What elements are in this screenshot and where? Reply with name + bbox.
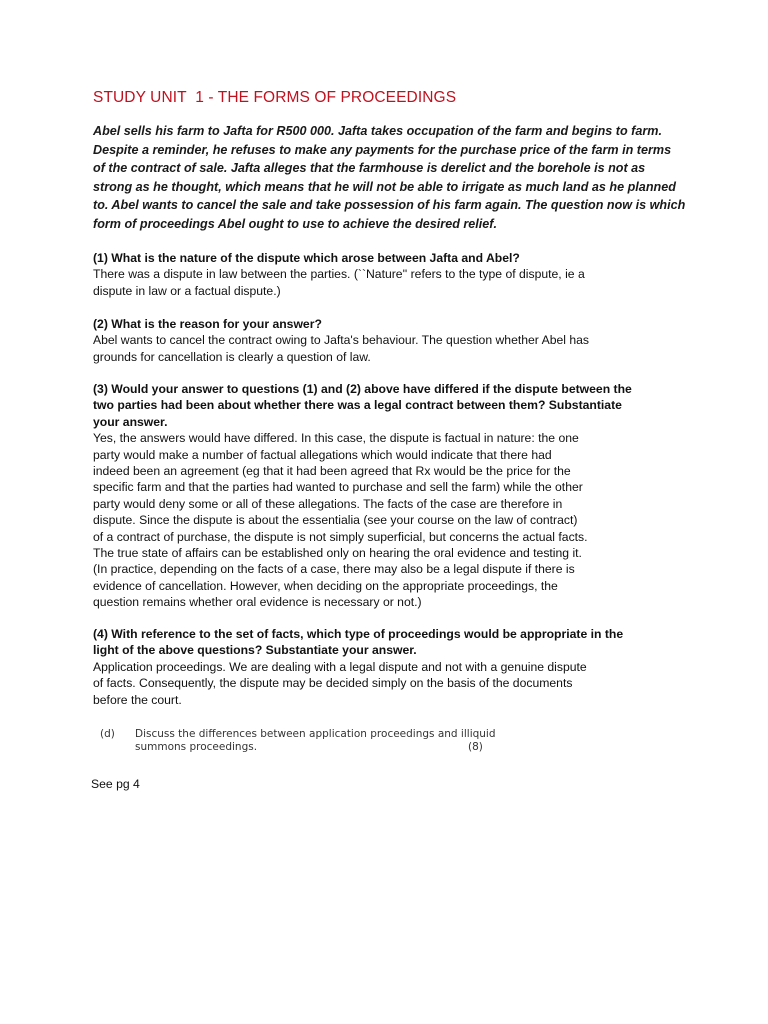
exam-question-text-line: summons proceedings. — [135, 741, 258, 753]
answer-line: before the court. — [93, 692, 182, 707]
answer-line: party would make a number of factual allegations which would indicate that there had — [93, 447, 552, 462]
answer-line: of facts. Consequently, the dispute may be decided simply on the basis of the documents — [93, 676, 573, 691]
question-3-line: your answer. — [93, 414, 168, 429]
scenario-paragraph — [93, 122, 686, 234]
answer-line: question remains whether oral evidence is necessary or not.) — [93, 595, 422, 610]
answer-line: (In practice, depending on the facts of a case, there may also be a legal dispute if there is — [93, 562, 575, 577]
answer-line: There was a dispute in law between the parties. (``Nature'' refers to the type of dispute, ie a — [93, 267, 585, 282]
answer-line: Abel wants to cancel the contract owing to Jafta's behaviour. The question whether Abel has — [93, 333, 590, 348]
see-page-note: See pg 4 — [91, 777, 140, 791]
scenario-line: to. Abel wants to cancel the sale and take possession of his farm again. The question now is which — [93, 198, 686, 213]
question-3-line: (3) Would your answer to questions (1) and (2) above have differed if the dispute between the — [93, 382, 632, 396]
scenario-line: Despite a reminder, he refuses to make any payments for the purchase price of the farm in terms — [93, 142, 672, 157]
scenario-line: form of proceedings Abel ought to use to achieve the desired relief. — [93, 216, 498, 231]
scenario-line: of the contract of sale. Jafta alleges that the farmhouse is derelict and the borehole is not as — [93, 161, 646, 176]
answer-line: grounds for cancellation is clearly a question of law. — [93, 349, 371, 364]
answer-line: evidence of cancellation. However, when deciding on the appropriate proceedings, the — [93, 578, 558, 593]
question-block-4 — [93, 626, 683, 708]
exam-question-marks: (8) — [468, 741, 483, 753]
answer-line: specific farm and that the parties had wanted to purchase and sell the farm) while the other — [93, 480, 583, 495]
exam-question-text-line: Discuss the differences between application proceedings and illiquid — [135, 728, 496, 740]
question-1: (1) What is the nature of the dispute which arose between Jafta and Abel? — [93, 251, 520, 265]
question-3-line: two parties had been about whether there was a legal contract between them? Substantiate — [93, 398, 622, 413]
scenario-line: Abel sells his farm to Jafta for R500 000. Jafta takes occupation of the farm and begins to farm. — [93, 124, 662, 138]
question-block-3 — [93, 381, 683, 611]
answer-line: of a contract of purchase, the dispute is not simply superficial, but concerns the actual facts. — [93, 529, 588, 544]
question-block-2 — [93, 316, 683, 365]
answer-line: party would deny some or all of these allegations. The facts of the case are therefore in — [93, 496, 563, 511]
answer-line: indeed been an agreement (eg that it had been agreed that Rx would be the price for the — [93, 464, 571, 479]
answer-line: Yes, the answers would have differed. In this case, the dispute is factual in nature: the one — [93, 431, 579, 446]
answer-line: Application proceedings. We are dealing with a legal dispute and not with a genuine dispute — [93, 659, 587, 674]
answer-line: The true state of affairs can be established only on hearing the oral evidence and testing it. — [93, 546, 582, 561]
scenario-line: strong as he thought, which means that he will not be able to irrigate as much land as he planned — [93, 179, 676, 194]
answer-line: dispute in law or a factual dispute.) — [93, 283, 281, 298]
page-title: STUDY UNIT 1 - THE FORMS OF PROCEEDINGS — [93, 89, 457, 106]
answer-line: dispute. Since the dispute is about the essentialia (see your course on the law of contract) — [93, 513, 578, 528]
question-4-line: (4) With reference to the set of facts, which type of proceedings would be appropriate in the — [93, 627, 624, 641]
exam-question-letter: (d) — [100, 728, 115, 740]
question-4-line: light of the above questions? Substantiate your answer. — [93, 643, 417, 658]
question-block-1 — [93, 250, 683, 299]
question-2: (2) What is the reason for your answer? — [93, 317, 322, 331]
